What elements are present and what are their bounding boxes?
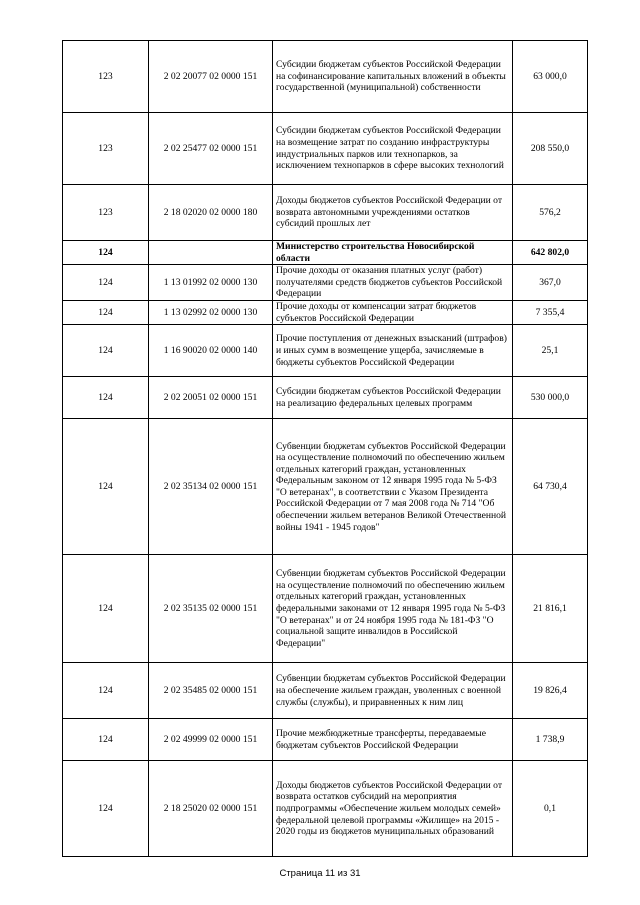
cell-code: 124 <box>63 265 149 301</box>
cell-code: 124 <box>63 419 149 555</box>
cell-code: 124 <box>63 325 149 377</box>
table-row <box>63 377 588 419</box>
table-row <box>63 185 588 241</box>
cell-code: 124 <box>63 241 149 265</box>
cell-sum: 1 738,9 <box>513 719 588 761</box>
cell-kbk: 2 02 49999 02 0000 151 <box>149 719 273 761</box>
cell-sum: 19 826,4 <box>513 663 588 719</box>
cell-kbk: 2 02 35135 02 0000 151 <box>149 555 273 663</box>
cell-kbk: 2 02 35134 02 0000 151 <box>149 419 273 555</box>
cell-sum: 0,1 <box>513 761 588 857</box>
cell-code: 123 <box>63 185 149 241</box>
cell-name: Министерство строительства Новосибирской области <box>273 241 513 265</box>
table-row <box>63 325 588 377</box>
cell-code: 123 <box>63 41 149 113</box>
cell-sum: 576,2 <box>513 185 588 241</box>
cell-kbk: 2 18 25020 02 0000 151 <box>149 761 273 857</box>
table-row <box>63 419 588 555</box>
cell-code: 124 <box>63 555 149 663</box>
cell-name: Доходы бюджетов субъектов Российской Федерации от возврата автономными учреждениями остатков субсидий прошлых лет <box>273 185 513 241</box>
cell-name: Доходы бюджетов субъектов Российской Федерации от возврата остатков субсидий на мероприятия подпрограммы «Обеспечение жильем молодых семей» федеральной целевой программы «Жилище» на 2015 - 2020 годы из бюджетов муниципальных образований <box>273 761 513 857</box>
budget-table-body <box>63 41 588 857</box>
cell-code: 124 <box>63 377 149 419</box>
cell-kbk: 2 02 20051 02 0000 151 <box>149 377 273 419</box>
cell-kbk <box>149 241 273 265</box>
cell-name: Субвенции бюджетам субъектов Российской Федерации на осуществление полномочий по обеспечению жильем отдельных категорий граждан, установленных федеральными законами от 12 января 1995 года № 5-ФЗ "О ветеранах" и от 24 ноября 1995 года № 181-ФЗ "О социальной защите инвалидов в Российской Федерации" <box>273 555 513 663</box>
cell-name: Прочие межбюджетные трансферты, передаваемые бюджетам субъектов Российской Федерации <box>273 719 513 761</box>
cell-sum: 63 000,0 <box>513 41 588 113</box>
table-row <box>63 41 588 113</box>
table-row <box>63 761 588 857</box>
cell-code: 124 <box>63 719 149 761</box>
cell-name: Субвенции бюджетам субъектов Российской Федерации на осуществление полномочий по обеспечению жильем отдельных категорий граждан, установленных Федеральным законом от 12 января 1995 года № 5-ФЗ "О ветеранах", в соответствии с Указом Президента Российской Федерации от 7 мая 2008 года № 714 "Об обеспечении жильем ветеранов Великой Отечественной войны 1941 - 1945 годов" <box>273 419 513 555</box>
cell-name: Субсидии бюджетам субъектов Российской Федерации на реализацию федеральных целевых программ <box>273 377 513 419</box>
cell-sum: 367,0 <box>513 265 588 301</box>
page-footer: Страница 11 из 31 <box>279 868 361 879</box>
cell-sum: 64 730,4 <box>513 419 588 555</box>
table-row <box>63 719 588 761</box>
cell-sum: 25,1 <box>513 325 588 377</box>
cell-kbk: 1 13 01992 02 0000 130 <box>149 265 273 301</box>
cell-sum: 530 000,0 <box>513 377 588 419</box>
cell-code: 124 <box>63 301 149 325</box>
cell-name: Прочие доходы от оказания платных услуг (работ) получателями средств бюджетов субъектов Российской Федерации <box>273 265 513 301</box>
cell-name: Субвенции бюджетам субъектов Российской Федерации на обеспечение жильем граждан, уволенных с военной службы (службы), и приравненных к ним лиц <box>273 663 513 719</box>
cell-code: 124 <box>63 761 149 857</box>
cell-name: Субсидии бюджетам субъектов Российской Федерации на софинансирование капитальных вложений в объекты государственной (муниципальной) собственности <box>273 41 513 113</box>
table-row <box>63 113 588 185</box>
table-row <box>63 301 588 325</box>
budget-table <box>62 40 588 857</box>
cell-sum: 642 802,0 <box>513 241 588 265</box>
cell-sum: 7 355,4 <box>513 301 588 325</box>
table-row <box>63 241 588 265</box>
table-row <box>63 265 588 301</box>
cell-kbk: 2 18 02020 02 0000 180 <box>149 185 273 241</box>
table-row <box>63 555 588 663</box>
cell-name: Прочие поступления от денежных взысканий (штрафов) и иных сумм в возмещение ущерба, зачисляемые в бюджеты субъектов Российской Федерации <box>273 325 513 377</box>
cell-sum: 21 816,1 <box>513 555 588 663</box>
cell-kbk: 1 16 90020 02 0000 140 <box>149 325 273 377</box>
cell-code: 123 <box>63 113 149 185</box>
cell-name: Прочие доходы от компенсации затрат бюджетов субъектов Российской Федерации <box>273 301 513 325</box>
cell-name: Субсидии бюджетам субъектов Российской Федерации на возмещение затрат по созданию инфраструктуры индустриальных парков или технопарков, за исключением технопарков в сфере высоких технологий <box>273 113 513 185</box>
table-row <box>63 663 588 719</box>
cell-kbk: 2 02 35485 02 0000 151 <box>149 663 273 719</box>
cell-kbk: 1 13 02992 02 0000 130 <box>149 301 273 325</box>
cell-code: 124 <box>63 663 149 719</box>
cell-kbk: 2 02 25477 02 0000 151 <box>149 113 273 185</box>
cell-kbk: 2 02 20077 02 0000 151 <box>149 41 273 113</box>
cell-sum: 208 550,0 <box>513 113 588 185</box>
